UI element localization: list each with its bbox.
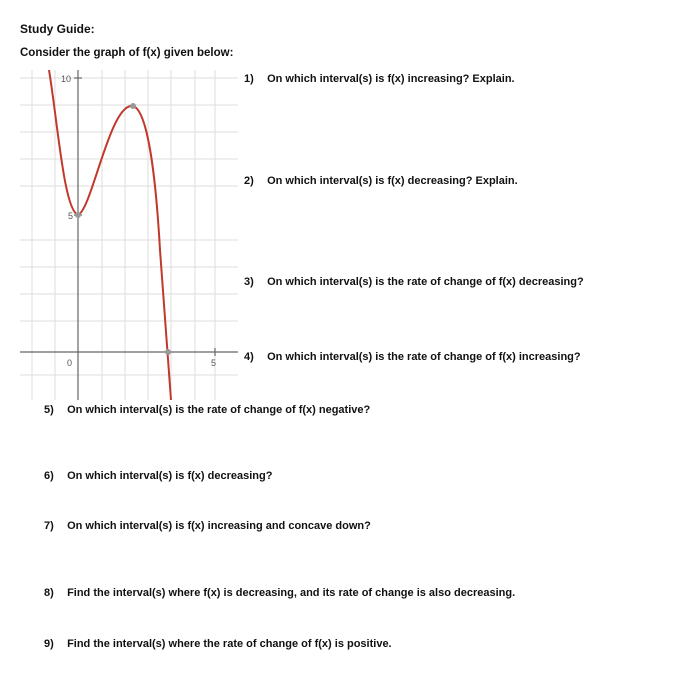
question-1 bbox=[244, 73, 515, 85]
question-text: On which interval(s) is the rate of change of f(x) increasing? bbox=[267, 351, 581, 363]
question-number: 3) bbox=[244, 276, 254, 288]
question-number: 6) bbox=[44, 470, 54, 482]
question-7 bbox=[44, 520, 371, 532]
question-3 bbox=[244, 276, 584, 288]
question-number: 8) bbox=[44, 587, 54, 599]
origin-label: 0 bbox=[67, 358, 73, 368]
x-intercept-point bbox=[165, 349, 171, 355]
question-number: 9) bbox=[44, 638, 54, 650]
question-text: On which interval(s) is the rate of change of f(x) negative? bbox=[67, 404, 371, 416]
question-text: On which interval(s) is f(x) decreasing? Explain. bbox=[267, 175, 518, 187]
question-number: 2) bbox=[244, 175, 254, 187]
grid bbox=[20, 70, 238, 400]
question-number: 4) bbox=[244, 351, 254, 363]
function-curve bbox=[49, 70, 171, 400]
local-min-point bbox=[75, 212, 81, 218]
question-text: On which interval(s) is f(x) increasing and concave down? bbox=[67, 520, 371, 532]
question-6 bbox=[44, 470, 272, 482]
y-label-10: 10 bbox=[61, 74, 72, 84]
y-label-5: 5 bbox=[68, 211, 74, 221]
question-2 bbox=[244, 175, 518, 187]
question-number: 5) bbox=[44, 404, 54, 416]
question-8 bbox=[44, 587, 515, 599]
question-5 bbox=[44, 404, 370, 416]
question-number: 7) bbox=[44, 520, 54, 532]
page-title: Study Guide: bbox=[20, 22, 95, 36]
question-text: Find the interval(s) where f(x) is decreasing, and its rate of change is also decreasing. bbox=[67, 587, 516, 599]
question-text: On which interval(s) is f(x) decreasing? bbox=[67, 470, 273, 482]
axes bbox=[20, 70, 238, 400]
question-text: On which interval(s) is f(x) increasing? Explain. bbox=[267, 73, 515, 85]
question-9 bbox=[44, 638, 392, 650]
question-4 bbox=[244, 351, 581, 363]
question-text: On which interval(s) is the rate of change of f(x) decreasing? bbox=[267, 276, 584, 288]
local-max-point bbox=[130, 103, 136, 109]
intro-text: Consider the graph of f(x) given below: bbox=[20, 47, 234, 59]
x-label-5: 5 bbox=[211, 358, 217, 368]
question-number: 1) bbox=[244, 73, 254, 85]
question-text: Find the interval(s) where the rate of change of f(x) is positive. bbox=[67, 638, 392, 650]
function-graph bbox=[20, 70, 240, 400]
